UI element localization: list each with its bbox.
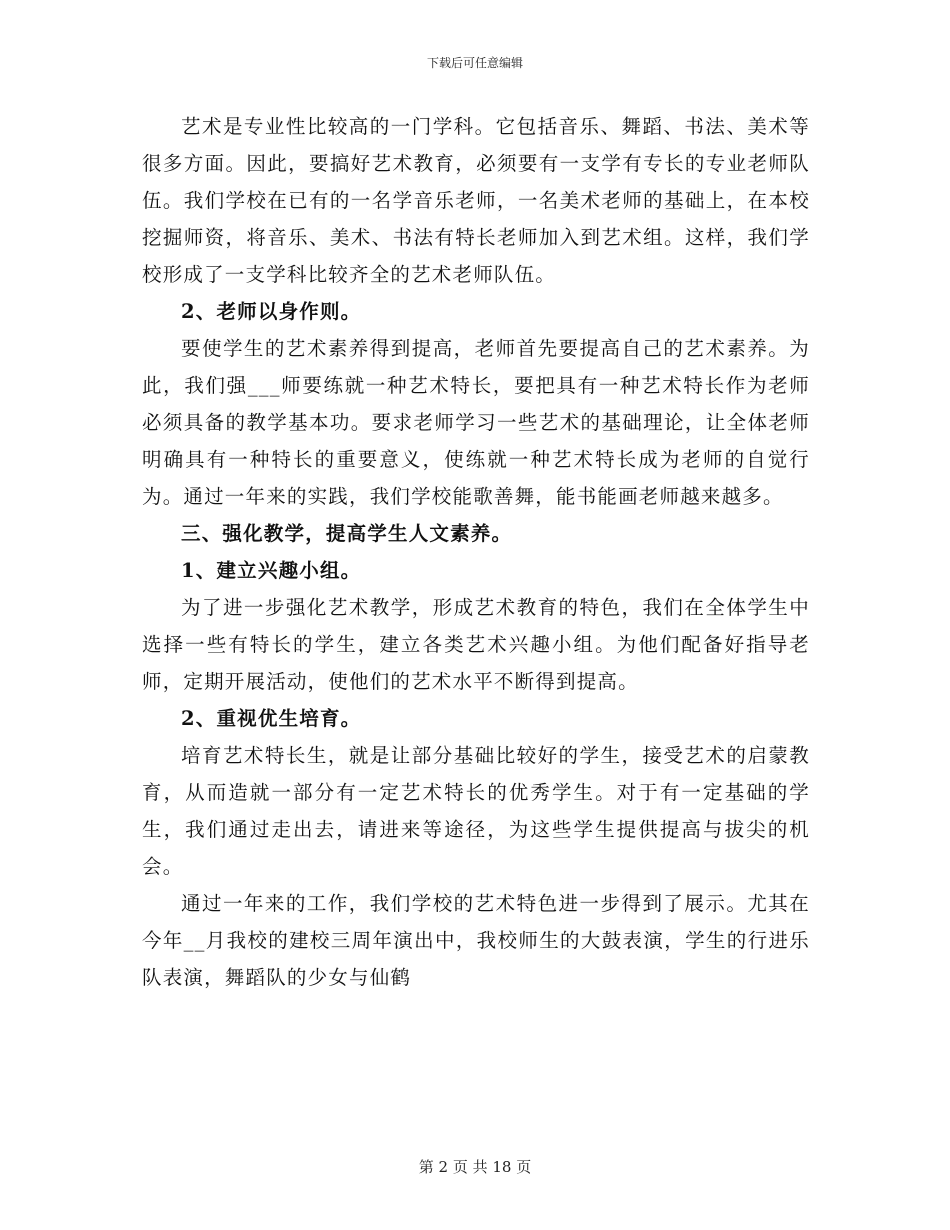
paragraph-teacher-skills: 要使学生的艺术素养得到提高，老师首先要提高自己的艺术素养。为此，我们强___师要练就一种艺术特长，要把具有一种艺术特长作为老师必须具备的教学基本功。要求老师学习一些艺术的基础理论，让全体老师明确具有一种特长的重要意义，使练就一种艺术特长成为老师的自觉行为。通过一年来的实践，我们学校能歌善舞，能书能画老师越来越多。 bbox=[142, 337, 810, 508]
document-body bbox=[142, 108, 810, 996]
heading-teachers-lead: 2、老师以身作则。 bbox=[181, 300, 362, 323]
page-header-note: 下载后可任意编辑 bbox=[426, 56, 523, 70]
paragraph-interest-groups: 为了进一步强化艺术教学，形成艺术教育的特色，我们在全体学生中选择一些有特长的学生，建立各类艺术兴趣小组。为他们配备好指导老师，定期开展活动，使他们的艺术水平不断得到提高。 bbox=[142, 596, 810, 693]
heading-talent-cultivation: 2、重视优生培育。 bbox=[181, 707, 362, 730]
paragraph-art-teachers: 艺术是专业性比较高的一门学科。它包括音乐、舞蹈、书法、美术等很多方面。因此，要搞好艺术教育，必须要有一支学有专长的专业老师队伍。我们学校在已有的一名学音乐老师，一名美术老师的基础上，在本校挖掘师资，将音乐、美术、书法有特长老师加入到艺术组。这样，我们学校形成了一支学科比较齐全的艺术老师队伍。 bbox=[142, 115, 810, 286]
heading-interest-groups: 1、建立兴趣小组。 bbox=[181, 559, 362, 582]
heading-section-three: 三、强化教学，提高学生人文素养。 bbox=[181, 522, 513, 545]
paragraph-year-summary: 通过一年来的工作，我们学校的艺术特色进一步得到了展示。尤其在今年__月我校的建校三周年演出中，我校师生的大鼓表演，学生的行进乐队表演，舞蹈队的少女与仙鹤 bbox=[142, 892, 810, 989]
paragraph-talent-cultivation: 培育艺术特长生，就是让部分基础比较好的学生，接受艺术的启蒙教育，从而造就一部分有一定艺术特长的优秀学生。对于有一定基础的学生，我们通过走出去，请进来等途径，为这些学生提供提高与拔尖的机会。 bbox=[142, 744, 810, 878]
page-number: 第 2 页 共 18 页 bbox=[418, 1158, 532, 1176]
